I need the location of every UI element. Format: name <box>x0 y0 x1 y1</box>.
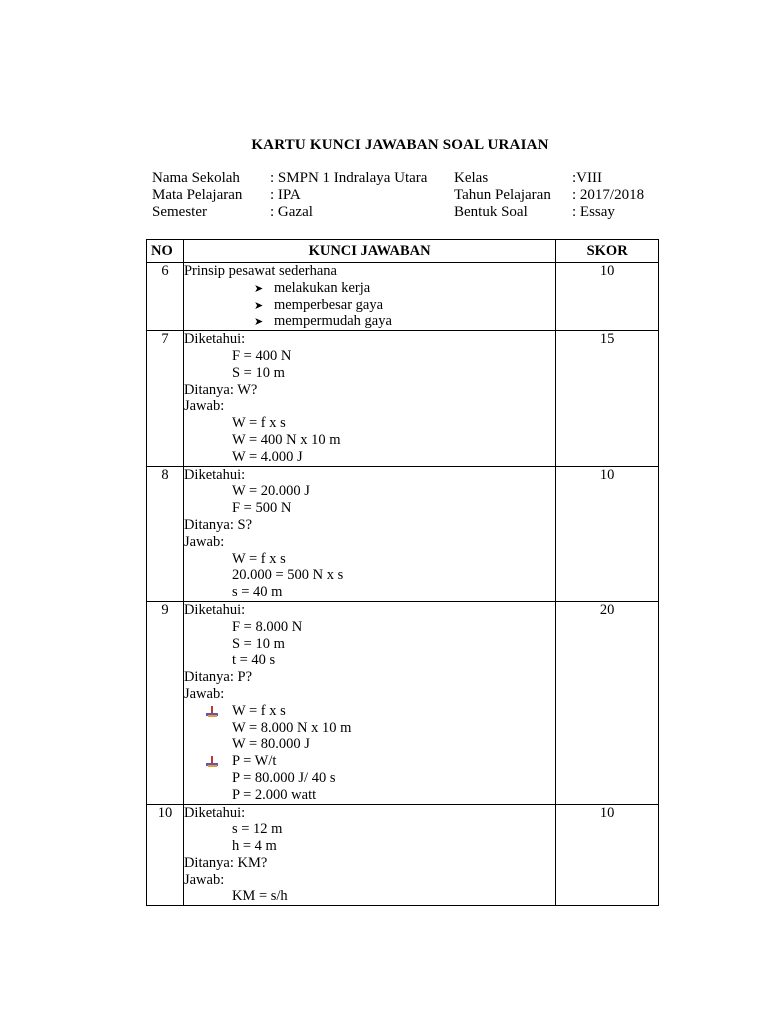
score-cell: 10 <box>556 466 659 601</box>
document-title: KARTU KUNCI JAWABAN SOAL URAIAN <box>251 137 549 153</box>
label-academic-year: Tahun Pelajaran <box>454 187 551 203</box>
row-number: 9 <box>147 601 184 804</box>
bullet-item <box>184 313 555 330</box>
label-semester: Semester <box>152 204 207 220</box>
score-cell: 15 <box>556 331 659 466</box>
answer-line: P = 80.000 J/ 40 s <box>231 769 336 786</box>
table-row <box>147 601 659 804</box>
value-subject: : IPA <box>270 187 301 203</box>
push-pin-bullet-icon <box>206 756 218 768</box>
score-cell: 10 <box>556 263 659 331</box>
table-row <box>147 331 659 466</box>
answer-text: W = f x s <box>231 702 286 719</box>
value-school-name: : SMPN 1 Indralaya Utara <box>270 170 428 186</box>
table-header-row <box>147 240 659 263</box>
answer-line: Diketahui: <box>183 804 246 821</box>
table-row <box>147 263 659 331</box>
answer-line: Diketahui: <box>183 466 246 483</box>
answer-line: W = f x s <box>231 550 286 567</box>
answer-line: 20.000 = 500 N x s <box>231 567 344 584</box>
answer-line: Ditanya: S? <box>183 516 253 533</box>
row-number: 7 <box>147 331 184 466</box>
answer-line <box>184 753 555 770</box>
answer-line: Ditanya: W? <box>183 381 258 398</box>
row-number: 10 <box>147 804 184 906</box>
bullet-text: memperbesar gaya <box>273 296 384 313</box>
answer-line: W = f x s <box>231 415 286 432</box>
answer-cell <box>183 804 555 906</box>
answer-cell <box>183 601 555 804</box>
bullet-text: melakukan kerja <box>273 279 371 296</box>
table-row <box>147 466 659 601</box>
answer-cell <box>183 263 555 331</box>
answer-line: h = 4 m <box>231 838 277 855</box>
label-school-name: Nama Sekolah <box>152 170 240 186</box>
bullet-text: mempermudah gaya <box>273 313 392 330</box>
value-academic-year: : 2017/2018 <box>572 187 645 203</box>
answer-line: KM = s/h <box>231 888 288 905</box>
answer-key-table <box>146 239 659 906</box>
row-number: 8 <box>147 466 184 601</box>
score-cell: 20 <box>556 601 659 804</box>
header-answer: KUNCI JAWABAN <box>183 240 555 263</box>
answer-line: Jawab: <box>183 398 225 415</box>
answer-text: P = W/t <box>231 753 277 770</box>
answer-cell <box>183 466 555 601</box>
answer-line: Ditanya: P? <box>183 669 253 686</box>
arrow-bullet-icon: ➤ <box>253 298 264 312</box>
score-cell: 10 <box>556 804 659 906</box>
answer-line: W = 400 N x 10 m <box>231 431 341 448</box>
answer-line: Ditanya: KM? <box>183 854 268 871</box>
bullet-item <box>184 297 555 314</box>
answer-line: s = 12 m <box>231 821 283 838</box>
header-score: SKOR <box>556 240 659 263</box>
row-number: 6 <box>147 263 184 331</box>
answer-line: Jawab: <box>183 685 225 702</box>
value-semester: : Gazal <box>270 204 313 220</box>
answer-line: S = 10 m <box>231 635 285 652</box>
push-pin-bullet-icon <box>206 706 218 718</box>
answer-line: t = 40 s <box>231 652 276 669</box>
answer-line: Diketahui: <box>183 331 246 348</box>
label-class: Kelas <box>454 170 489 186</box>
label-subject: Mata Pelajaran <box>152 187 243 203</box>
answer-line: Prinsip pesawat sederhana <box>183 263 337 279</box>
answer-line: s = 40 m <box>231 584 283 601</box>
value-class: :VIII <box>572 170 602 186</box>
answer-line <box>184 703 555 720</box>
answer-cell <box>183 331 555 466</box>
answer-line: W = 8.000 N x 10 m <box>231 719 352 736</box>
answer-line: W = 4.000 J <box>231 448 303 465</box>
answer-line: P = 2.000 watt <box>231 786 317 803</box>
label-question-form: Bentuk Soal <box>454 204 528 220</box>
answer-line: F = 400 N <box>231 347 292 364</box>
answer-line: F = 500 N <box>231 500 292 517</box>
answer-line: F = 8.000 N <box>231 618 303 635</box>
bullet-item <box>184 280 555 297</box>
answer-line: S = 10 m <box>231 364 285 381</box>
value-question-form: : Essay <box>572 204 615 220</box>
arrow-bullet-icon: ➤ <box>253 315 264 329</box>
header-no: NO <box>147 240 184 263</box>
answer-line: Jawab: <box>183 871 225 888</box>
answer-line: Diketahui: <box>183 601 246 618</box>
answer-line: Jawab: <box>183 533 225 550</box>
answer-line: W = 80.000 J <box>231 736 310 753</box>
answer-line: W = 20.000 J <box>231 483 310 500</box>
arrow-bullet-icon: ➤ <box>253 281 264 295</box>
table-row <box>147 804 659 906</box>
